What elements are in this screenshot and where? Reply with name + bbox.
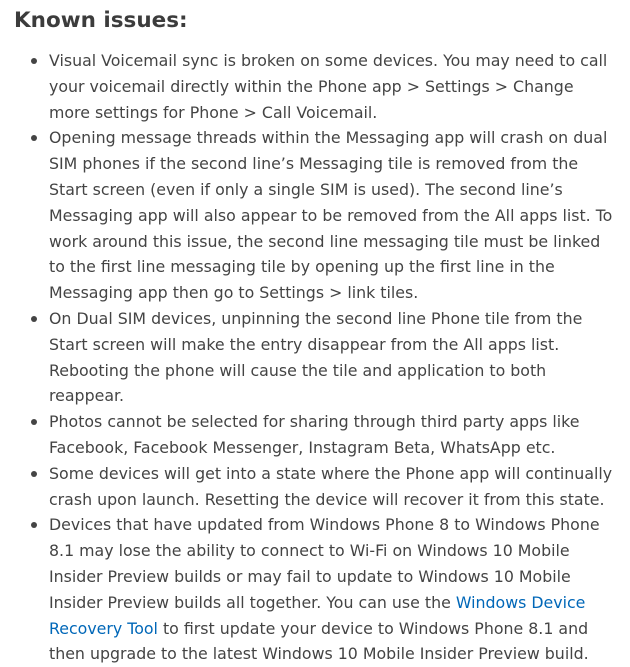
issue-text-after-link: to first update your device to Windows Phone 8.1 and then upgrade to the latest Windows 10 Mobile Insider Preview build. xyxy=(49,618,589,664)
list-item xyxy=(14,48,614,125)
issue-text-before-link: Devices that have updated from Windows Phone 8 to Windows Phone 8.1 may lose the ability to connect to Wi-Fi on Windows 10 Mobile Insider Preview builds or may fail to update to Windows 10 Mobile Insider Preview builds all together. You can use the xyxy=(49,515,600,612)
issue-text: Some devices will get into a state where the Phone app will continually crash upon launch. Resetting the device will recover it from this state. xyxy=(49,463,613,509)
bullet-icon xyxy=(31,58,37,64)
bullet-icon xyxy=(31,522,37,528)
list-item xyxy=(14,461,614,513)
bullet-icon xyxy=(31,471,37,477)
issue-text: Opening message threads within the Messaging app will crash on dual SIM phones if the second line’s Messaging tile is removed from the Start screen (even if only a single SIM is used). The second line’s Messaging app will also appear to be removed from the All apps list. To work around this issue, the second line messaging tile must be linked to the first line messaging tile by opening up the first line in the Messaging app then go to Settings > link tiles. xyxy=(49,128,613,303)
issue-text: Photos cannot be selected for sharing through third party apps like Facebook, Facebook Messenger, Instagram Beta, WhatsApp etc. xyxy=(49,412,580,457)
list-item xyxy=(14,512,614,667)
list-item xyxy=(14,409,614,461)
recovery-tool-link[interactable]: Windows Device Recovery Tool xyxy=(49,592,586,638)
issue-text: Visual Voicemail sync is broken on some devices. You may need to call your voicemail directly within the Phone app > Settings > Change more settings for Phone > Call Voicemail. xyxy=(49,51,608,122)
bullet-icon xyxy=(31,419,37,425)
section-heading: Known issues: xyxy=(14,8,188,33)
list-item xyxy=(14,306,614,409)
list-item xyxy=(14,125,614,306)
issue-text: On Dual SIM devices, unpinning the second line Phone tile from the Start screen will make the entry disappear from the All apps list. Rebooting the phone will cause the tile and application to both reappear. xyxy=(49,308,583,406)
bullet-icon xyxy=(31,135,37,141)
bullet-icon xyxy=(31,316,37,322)
issues-list xyxy=(14,48,614,667)
